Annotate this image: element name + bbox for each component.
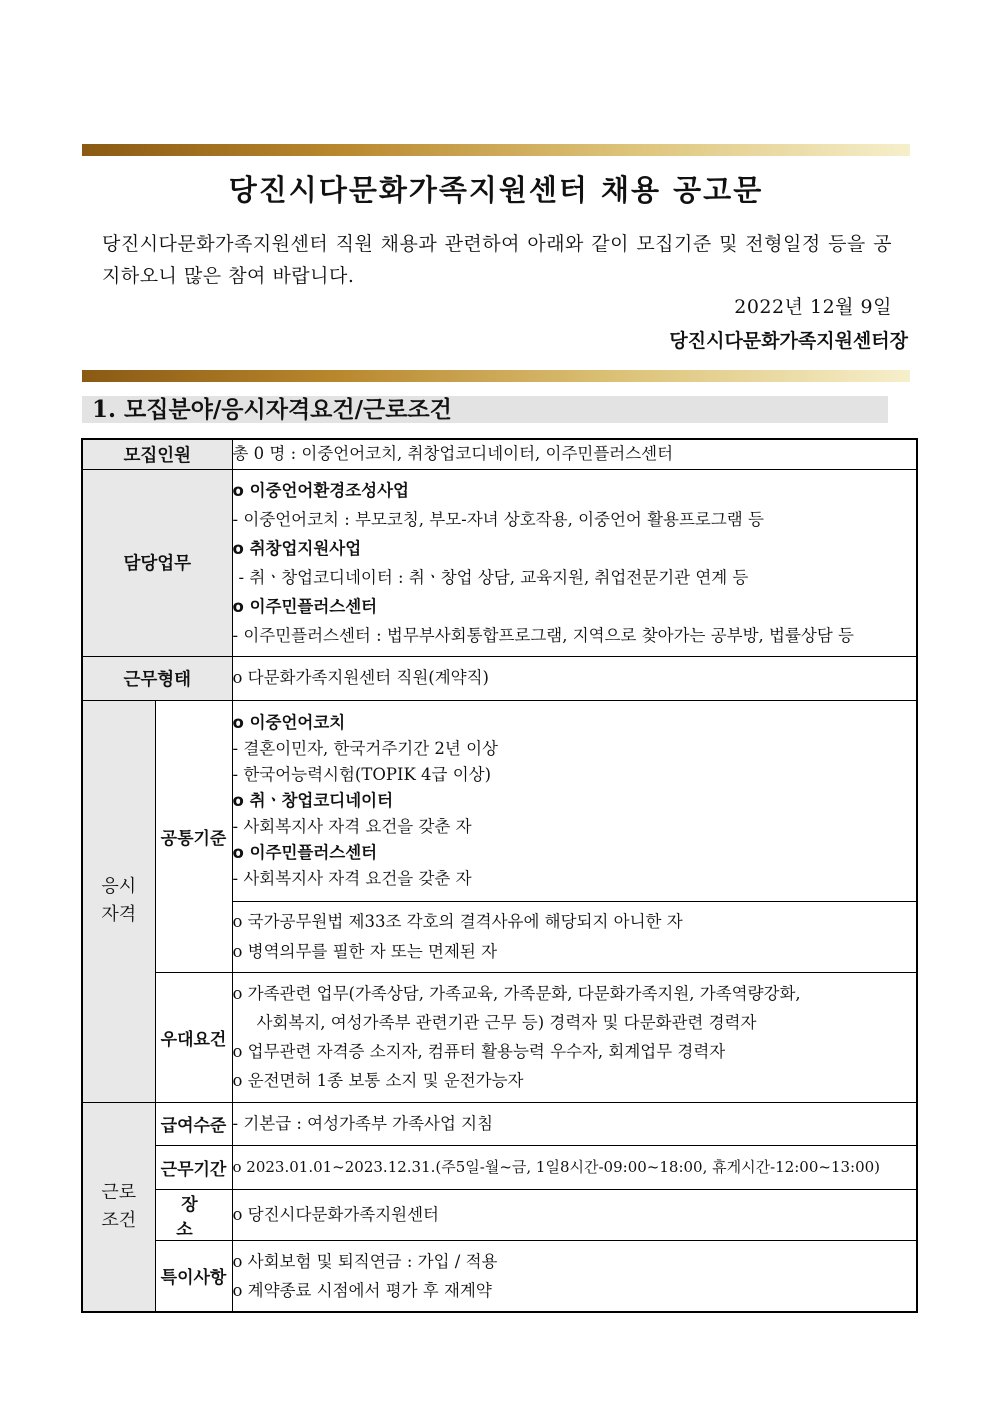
special-item: o 계약종료 시점에서 평가 후 재계약: [232, 1280, 492, 1300]
conditions-label-line: 조건: [101, 1209, 137, 1231]
preference-item: 사회복지, 여성가족부 관련기관 근무 등) 경력자 및 다문화관련 경력자: [256, 1013, 757, 1032]
table-row: [82, 1102, 917, 1145]
place-value: o 당진시다문화가족지원센터: [232, 1204, 439, 1224]
table-row: [82, 1189, 917, 1240]
place-label-text: 장 소: [176, 1194, 216, 1240]
duty-heading: o 이주민플러스센터: [232, 596, 378, 616]
qualification-label-line: 자격: [101, 904, 137, 925]
period-value: o 2023.01.01~2023.12.31.(주5일-월~금, 1일8시간-09:00~18:00, 휴게시간-12:00~13:00): [232, 1158, 881, 1176]
qualification-label-line: 응시: [101, 876, 137, 897]
common-criteria-label: 공통기준: [155, 700, 232, 972]
duty-detail: - 이중언어코치 : 부모코칭, 부모-자녀 상호작용, 이중언어 활용프로그램 등: [232, 509, 764, 529]
special-label: 특이사항: [155, 1240, 232, 1312]
table-row: [82, 439, 917, 469]
common-detail: - 사회복지사 자격 요건을 갖춘 자: [232, 868, 472, 888]
table-row: [82, 972, 917, 1102]
duty-heading: o 취창업지원사업: [232, 538, 362, 558]
salary-label: 급여수준: [155, 1102, 232, 1145]
common-detail: - 한국어능력시험(TOPIK 4급 이상): [232, 764, 492, 784]
page-title: 당진시다문화가족지원센터 채용 공고문: [228, 173, 764, 207]
worktype-value: o 다문화가족지원센터 직원(계약직): [232, 668, 489, 687]
worktype-label: 근무형태: [82, 656, 232, 700]
duty-heading: o 이중언어환경조성사업: [232, 480, 409, 500]
conditions-label: [82, 1102, 155, 1312]
recruit-value: 총 0 명 : 이중언어코치, 취창업코디네이터, 이주민플러스센터: [232, 444, 674, 464]
common-detail: - 사회복지사 자격 요건을 갖춘 자: [232, 816, 472, 836]
general-criteria: o 병역의무를 필한 자 또는 면제된 자: [232, 941, 498, 961]
preference-item: o 운전면허 1종 보통 소지 및 운전가능자: [232, 1071, 524, 1090]
bottom-decorative-bar: [82, 370, 910, 382]
top-decorative-bar: [82, 144, 910, 156]
duty-label: 담당업무: [82, 469, 232, 656]
period-label: 근무기간: [155, 1145, 232, 1189]
place-label: [155, 1189, 232, 1240]
special-item: o 사회보험 및 퇴직연금 : 가입 / 적용: [232, 1251, 498, 1271]
common-heading: o 이중언어코치: [232, 712, 346, 732]
general-criteria: o 국가공무원법 제33조 각호의 결격사유에 해당되지 아니한 자: [232, 911, 683, 931]
salary-value: - 기본급 : 여성가족부 가족사업 지침: [232, 1113, 494, 1133]
preference-label: 우대요건: [155, 972, 232, 1102]
table-row: [82, 469, 917, 656]
notice-date: 2022년 12월 9일: [734, 296, 892, 318]
table-row: [82, 656, 917, 700]
common-heading: o 취ㆍ창업코디네이터: [232, 790, 394, 810]
preference-item: o 가족관련 업무(가족상담, 가족교육, 가족문화, 다문화가족지원, 가족역량강화,: [232, 984, 801, 1003]
table-row: [82, 700, 917, 901]
intro-paragraph: 당진시다문화가족지원센터 직원 채용과 관련하여 아래와 같이 모집기준 및 전형일정 등을 공지하오니 많은 참여 바랍니다.: [102, 233, 892, 287]
recruit-label: 모집인원: [82, 439, 232, 469]
preference-item: o 업무관련 자격증 소지자, 컴퓨터 활용능력 우수자, 회계업무 경력자: [232, 1042, 726, 1061]
qualification-label: [82, 700, 155, 1102]
common-heading: o 이주민플러스센터: [232, 842, 378, 862]
section-title: 1. 모집분야/응시자격요건/근로조건: [82, 396, 888, 423]
recruitment-table: [81, 438, 918, 1313]
table-row: [82, 1240, 917, 1312]
duty-detail: - 이주민플러스센터 : 법무부사회통합프로그램, 지역으로 찾아가는 공부방, 법률상담 등: [232, 625, 854, 645]
table-row: [82, 1145, 917, 1189]
signature: 당진시다문화가족지원센터장: [669, 330, 908, 352]
duty-detail: - 취ㆍ창업코디네이터 : 취ㆍ창업 상담, 교육지원, 취업전문기관 연계 등: [238, 567, 749, 587]
conditions-label-line: 근로: [101, 1181, 137, 1203]
common-detail: - 결혼이민자, 한국거주기간 2년 이상: [232, 738, 498, 758]
